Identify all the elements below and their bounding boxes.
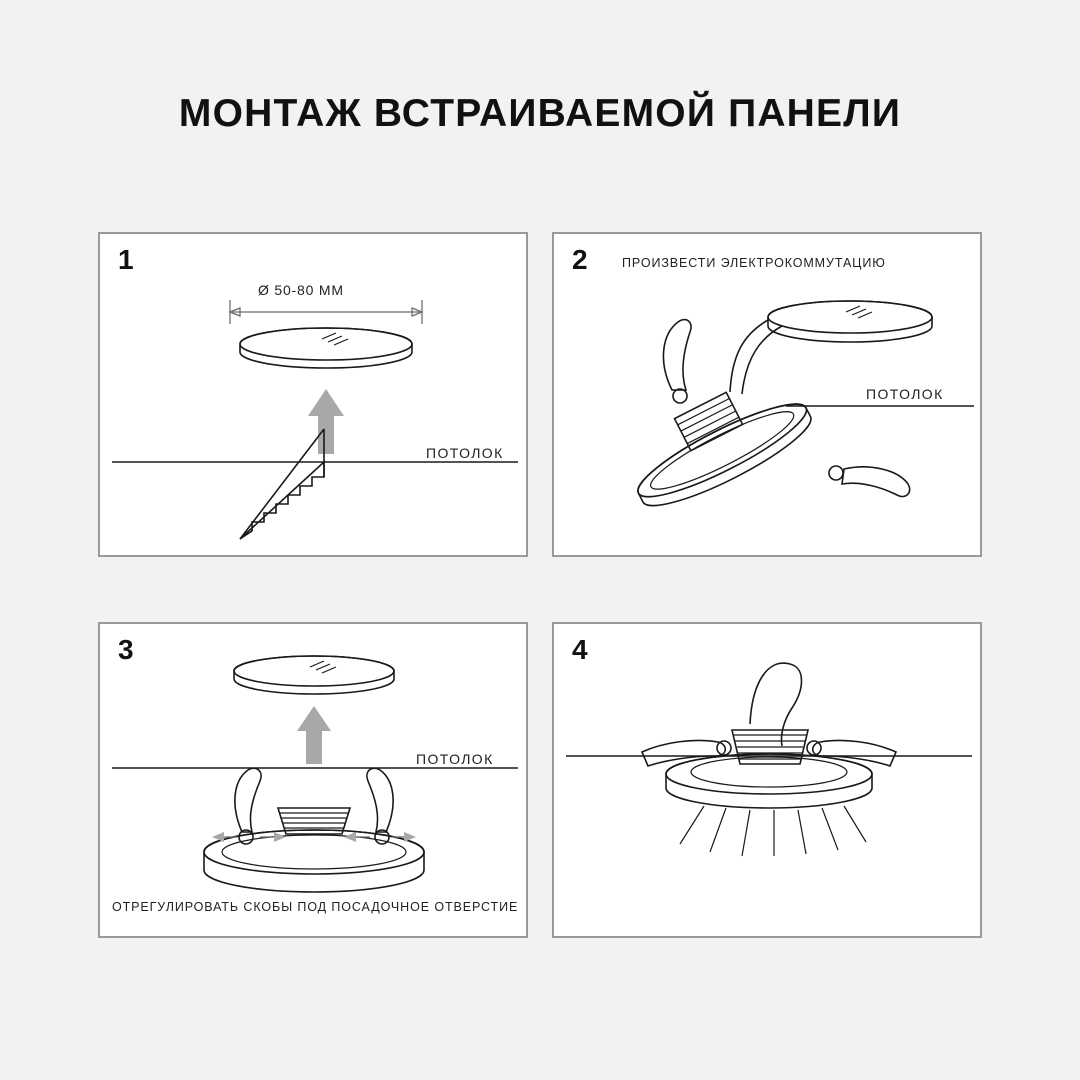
ceiling-label-2: ПОТОЛОК <box>866 386 944 402</box>
step-panel-3 <box>98 622 528 938</box>
step-panel-4 <box>552 622 982 938</box>
page-title: МОНТАЖ ВСТРАИВАЕМОЙ ПАНЕЛИ <box>178 92 902 135</box>
ceiling-label-1: ПОТОЛОК <box>426 445 504 461</box>
step-panel-1 <box>98 232 528 557</box>
steps-grid <box>98 232 982 938</box>
step-number-2: 2 <box>572 244 588 275</box>
step-number-3: 3 <box>118 634 134 665</box>
step-number-1: 1 <box>118 244 134 275</box>
step-2-top-caption: ПРОИЗВЕСТИ ЭЛЕКТРОКОММУТАЦИЮ <box>622 256 886 270</box>
dimension-label: Ø 50-80 ММ <box>258 282 344 298</box>
step-3-illustration <box>100 624 530 940</box>
step-4-illustration <box>554 624 984 940</box>
step-3-bottom-caption: ОТРЕГУЛИРОВАТЬ СКОБЫ ПОД ПОСАДОЧНОЕ ОТВЕРСТИЕ <box>112 900 519 914</box>
step-panel-2 <box>552 232 982 557</box>
ceiling-label-3: ПОТОЛОК <box>416 751 494 767</box>
step-number-4: 4 <box>572 634 588 665</box>
